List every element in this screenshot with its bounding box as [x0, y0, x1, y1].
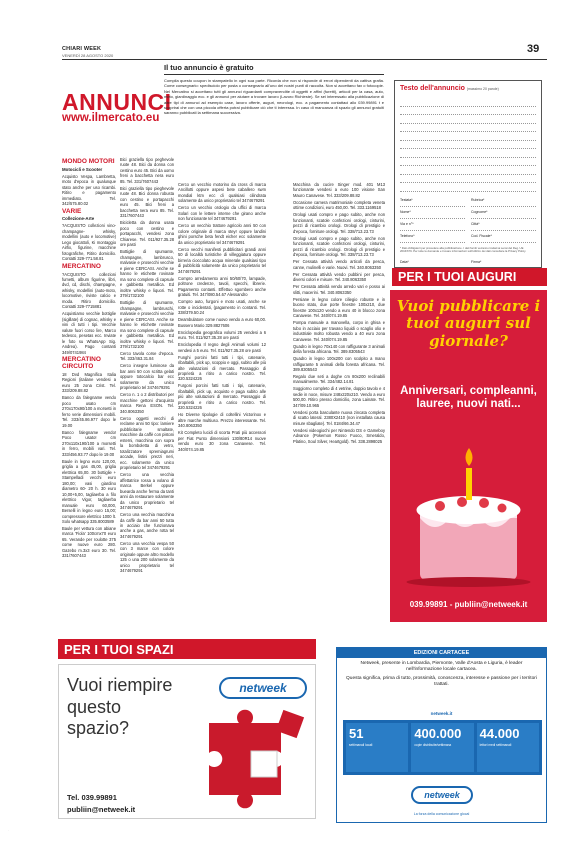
classified-ad: Cerco insegne luminose da bar anni 50 con scritta gelati oppure totocalcio bar ecc solamente da unico proprietario tel 3474679291 — [120, 363, 174, 391]
classified-ad: Cerco una vecchia vespa 50 con 3 marce con colore originale oppure altro modello 125 o una 200 solamente da unico proprietario tel 3474679291 — [120, 540, 174, 574]
section-title: ANNUNCI — [62, 89, 172, 115]
netweek-logo: netweek — [219, 677, 307, 699]
subcategory-heading: Collezione-Arte — [62, 216, 95, 222]
coupon-field[interactable]: Città* — [471, 222, 536, 231]
coupon-field[interactable]: Data* — [400, 260, 465, 269]
classified-ad: Persiane in legno colore ciliegio robuste e in buono stato, due porte finestre 100x210, due finestre 100x120 vendo a euro 40 in blocco zona Canavese. Tel. 340/074.19.85 — [293, 296, 385, 319]
edizioni-stats — [343, 720, 542, 775]
classified-ad: Ho Diverse tipologie di coltellini Victorinox e altre marche multiuso. Prezzo interessante. Tel. 340.8063350 — [178, 412, 266, 429]
spazi-phone[interactable]: Tel. 039.99891 — [67, 793, 117, 802]
classified-ad: Soggiorno completo di 4 vetrine, doppio tavolo e 4 sedie in noce, misure 248x220x210. Vendo a euro 500,00. Ritiro presso domicilio, zona Lainate. Tel. 347/09.10.965 — [293, 386, 385, 408]
stat-card: 51 settimanali locali — [346, 723, 408, 772]
classified-ad: Cerco oggetti vecchi di reclame anni 50 tipo: lamiere pubblicitarie smaltate, macchine da caffè con pistoni esterni, macchina con sopra la bomboletta di vetro, totalizzatore spremiagrumi accade, listini prezzi neri, ecc. solamente da unico proprietario tel 3474679291 — [120, 415, 174, 471]
classified-ad: Deambulatore come nuovo vendo a euro 60,00. Bussero Mario 329.8827606 — [178, 317, 266, 328]
category-heading: MERCATINO — [62, 262, 101, 270]
auguri-banner: PER I TUOI AUGURI — [392, 268, 547, 286]
classified-ad: Acquistiamo vecchie bottiglie (sigillate) di cognac, whisky e vini di tutti i tipi. Vecchie valute fuori corso lire, Marco tedesco, pesetas ecc. Inviate le foto su WhatsApp Sig. Andrea). Pago contanti 349/0741984 — [62, 311, 116, 355]
classifieds-column-1 — [62, 157, 116, 560]
edizioni-line: Questa significa, prima di tutto, prossimità, conoscenza, interesse e passione per i territori trattati. — [346, 675, 537, 688]
coupon-field[interactable]: Rubrica* — [471, 198, 536, 207]
coupon-field[interactable]: Nome* — [400, 210, 465, 219]
classified-ad: Compro auto, furgoni e moto usati, anche se rotte o incidentati, (pagamento in contanti. Tel. 338/379.50.24 — [178, 299, 266, 316]
category-heading: MONDO MOTORI — [62, 158, 115, 165]
coupon-fine-print: * Dati obbligatori per procedere alla pubblicazione. I dati forniti verranno trattati ai sensi del Reg. UE 2016/679. Per tutte le domande e trovare informazioni sull'utilizzo dei dati consultare la Privacy Policy. — [400, 245, 527, 254]
netweek-logo: netweek — [411, 786, 473, 804]
classified-ad: Regalo due seti a doghe cm 80x200 reclinabili manualmente. Tel. 334/482.14.81 — [293, 374, 385, 385]
classified-ad: Pompa manuale a manovella, corpo in ghisa e tubo in acciaio per travaso liquidi o scaglio olio e industriale molto robusta vendo a 40 euro zona Canavese. Tel. 340/074.19.85 — [293, 320, 385, 342]
classified-ad: Bottiglie di spumante, champagne, lambruschi, malvasie e prosecchi vecchie e piene CERCASI. Anche se hanno le etichette rovinate ma sono complete di capsule e gabbietta metallica. Ed inoltre whisky e liquori. Tel. 379/1732100 — [120, 300, 174, 349]
classified-ad: Per Cessata attività vendo pubbini per pesca, diversi colori e misure. Tel. 340.8063350 — [293, 271, 385, 283]
classified-ad: Per Cessata attività vendo arredo vari e posso ai slitti, macerini. Tel. 340.8063350 — [293, 284, 385, 295]
classified-ad: Furgoni porcini fatti tutti i tipi, catenarie, ribaltabili, pick up, acquisto e paga subito alle più alte valutazioni di mercato. Passaggio di proprietà e ritiro a carico nostro. Tel. 320.5324226 — [178, 383, 266, 411]
classified-ad: Kit Completo lucidi di scorta Prati più accessori per Fiat Punto dimensioni 130/80R14 nuove vendo euro 30 zona Canavese. Tel. 340/074.19.85 — [178, 430, 266, 452]
classified-ad: Cerco un vecchio trattore agricolo anni 50 con colore originale di marca steyr oppure landini ghini porsche beta fendt eicher ecc solamente da unico proprietario tel 3474679291 — [178, 223, 266, 245]
edizioni-title: EDIZIONI CARTACEE — [337, 648, 546, 658]
classified-ad: Acquisto Vespa, Lambretta, moto d'epoca in qualunque stato anche per uso ricambi. Ritiro e pagamento immediato. Tel. 342/575.80.02 — [62, 173, 116, 207]
classified-ad: Cerco una vecchia macchina da caffè da bar anni 50 tutta in acciaio che funzionava anche a gas, anche rotta tel 3474679291 — [120, 512, 174, 539]
classified-ad: Vendesi porta basculante nuova zincata completa di scatto lateral. 2380X2410 (non installata causa misure sbagliate). Tel. 0184/66.34.47 — [293, 409, 385, 426]
puzzle-icon — [189, 703, 309, 813]
coupon-field[interactable]: Cognome* — [471, 210, 536, 219]
section-url[interactable]: www.ilmercato.eu — [62, 112, 160, 124]
classified-ad: Funghi porcini fatti tutti i tipi, catenarie, ribaltabili, pick up, scoppio e oggi, subito alle più alte valutazioni di mercato. Passaggio di proprietà a ritiro a carico nostro. Tel. 320.5324226 — [178, 354, 266, 382]
classified-ad: Bicicletta da donna usata poco con cestino e portapacchi, vendesi zona Chiarese. Tel. 011/927.35.28 ore pasti — [120, 220, 174, 248]
classified-ad: Cerco n. 1 o 2 distributori per macchine gettoni d'acquisto marca Rena ESON. Tel. 340.8063350 — [120, 392, 174, 414]
classified-ad: Banco falegname vendo! Poco usato! cm 270x110x190/100 a morsetti in ferro, mobili vari. Tel. 333/456.93.77 dopo le 19.00 — [62, 429, 116, 457]
classified-ad: Baule per vettura con abiane marca 'Fiola' 100cmx70 euro 65. Verande per roulotte 375 come nuove euro 280. Gazebo m.3x3 euro 30. Tel. 331/7607443 — [62, 525, 116, 559]
header-divider — [62, 59, 547, 60]
classified-ad: Bici graziella tipo peghevole ruote 48. Bici da donna con cestino euro 45. Bici da uomo freni a bacchetta nera euro 85. Tel. 331/7607443 — [120, 157, 174, 184]
classified-ad: ?ACQUISTO collezioni vino-champagne- whisky, modellini (auto e locomotive) Lego giocattoli, Ki montaggio Airfix, figurine, macchine fotografiche, Ritiro domicilio. Contatti 329-771.58.81 — [62, 223, 116, 262]
classified-ad: ?ACQUISTO collezioni fumetti, album figurine, libri, dvd, cd, dischi, champagne, whisky, modellini (auto-moto, locomotive, riviste calcio e moda. Ritiro domicilio. Contatti 329-7715881 — [62, 271, 116, 310]
stat-card: 44.000 lettori medi settimanali — [477, 723, 539, 772]
classified-ad: Compro arredamento anni 50/60/70, lampade, poltrone credenze, tavoli, specchi, librerie. Pagamento contanti. Effettuo sgombero anche gratuiti. Tel. 347/080.54.67 Alessandro — [178, 275, 266, 298]
classified-ad: Vendesi videogiochi per Nintendo DS e Gameboy Advance (Pokemon Rosso Fuoco, Smeraldo, Platino, Soul Silver, Heartgold). Tel. 338.2898025 — [293, 427, 385, 444]
coupon-field[interactable]: Testata* — [400, 198, 465, 207]
classified-ad: Enciclopedia Il regno degli Animali volumi 12 vendesi a 5 euro. Tel. 011/927.35.28 ore pasti — [178, 342, 266, 353]
coupon-fields[interactable] — [400, 198, 536, 243]
stat-card: 400.000 copie distribuite/settimana — [411, 723, 473, 772]
classifieds-column-4 — [293, 182, 385, 446]
free-ad-body: Compila questo coupon in stampatello in ogni sua parte. Ricorda che non si risponde di errori dipendenti da cattiva grafia. Come consegnarlo: spedisciolo per posta o consegnarlo all'uno dei nostri punti di raccolta. Non si accettano fax o fotocopie. Nel Mercatino si accettano tutti gli annunci riguardanti compravendite di oggetti e affini (furetti), articoli per la casa, auto, moto, giardinaggio ecc. e gli annunci per aiutare a trovare lavoro (Lavoro Richieste). Se sei interessato alla pubblicazione di altre tipi di annunci ad esempio case, lavoro offerte, auguri, necrologi, ecc. a pagamento contattaci allo 039.99891 t e scoprirai che con una piccola offerta potrai pubblicare ciò che ti interessa. In caso di mancanza di spazio gli annunci gratuiti saranno pubblicati la settimana successiva. — [164, 78, 384, 116]
classified-ad: Cerco vecchi manifesti pubblicitari grandi anni 50 di località turistiche di villeggiatura oppure birreria cioccolato acqua minerale qualsiasi tipo di pubblicità solamente da unico proprietario tel 3474679291 — [178, 246, 266, 274]
edizioni-line: Netweek, presente in Lombardia, Piemonte, Valle d'Aosta e Liguria, è leader nell'informazione locale cartacea. — [360, 661, 523, 673]
classified-ad: Macchina da cucire Singer mod. 401 M13 funzionante vendesi a euro 100 visione San Mauro Canavese. Tel. 333/209.88.82 — [293, 182, 385, 198]
classified-ad: Orologi usati compro e pago subito, anche non funzionanti, scatole confezioni orologi, cinturini, pezzi di ricambio orologi. Orologi di prestigio e d'epoca, forniture orologi. Tel. 338/713.23.73 — [293, 235, 385, 258]
auguri-contact[interactable]: 039.99891 - publiin@netweek.it — [409, 600, 528, 609]
classified-ad: Enciclopedia geografica volumi 25 vendesi a 6 euro. Tel. 011/927.35.28 ore pasti — [178, 329, 266, 341]
subcategory-heading: Motocicli e Scooter — [62, 166, 103, 172]
auguri-headline: Vuoi pubblicare i tuoi auguri sul giornale? — [396, 297, 541, 350]
classifieds-column-3 — [178, 182, 266, 454]
edizioni-site[interactable]: netweek.it — [430, 711, 453, 716]
category-heading: MERCATINO CIRCUITO — [62, 356, 101, 371]
classified-ad: Quadro in legno 70x140 con raffigurante 3 animali della foresta africana. Tel. 389.8305543 — [293, 343, 385, 355]
edizioni-cartacee-box — [336, 647, 547, 823]
coupon-field[interactable]: Cod. Fiscale* — [471, 234, 536, 243]
classified-ad: Cerco un vecchio orologio da uffici di marca Solari con le lettere interne che girano anche non funzionante tel 3474679291 — [178, 205, 266, 222]
publication-name: CHIARI WEEK — [62, 46, 102, 52]
classified-ad: Cerco una vecchia affettatrice rossa a volano di marca Berkel oppure buearda anche ferma da tanti anni da restaurare solamente da unico proprietario tel 3474679291 — [120, 472, 174, 511]
page-mark: · — [8, 828, 9, 832]
classified-ad: Bici graziella tipo pieghevole ruote 48. Bici donna robusta con cestino e portapacchi euro 45. Bici freni a bacchetta nera euro 85. Tel. 331/7607443 — [120, 185, 174, 219]
birthday-cake-icon — [400, 440, 537, 590]
classified-ad: Bottiglie di spumante, champagne, lambrusco, malvasie e prosecchi vecchie e piene CERCASI. Anche se hanno le etichette rovinate ma sono complete di capsule e gabbietta metallica. Ed inoltre whisky e liquori. Tel. 379/1732100 — [120, 249, 174, 299]
auguri-subtitle: Anniversari, compleanni, lauree, nuovi nati... — [400, 385, 537, 411]
classified-ad: Occasione camera matrimoniale completa veneta ottime condizioni, euro 450,00. Tel. 333.1169518 — [293, 199, 385, 211]
spazi-email[interactable]: publiin@netweek.it — [67, 805, 136, 814]
free-ad-title: Il tuo annuncio è gratuito — [164, 63, 384, 75]
coupon-text-lines[interactable] — [400, 98, 536, 192]
spazi-banner: PER I TUOI SPAZI — [58, 639, 316, 659]
edizioni-text — [337, 658, 546, 692]
coupon-title: Testo dell'annuncio (massimo 20 parole) — [400, 85, 499, 92]
classified-ad: Baule in legno euro 120,00, griglia a gas 45,00, griglia elettrica 65,00. 30 bottiglie + Stampelladi vecchi euro 180,00; vasi giardino diametro 60- 20 h. 30 euro 10,00+5,00, tagliaerba a filo elettrico Vigor, tagliaerba manuale euro 60,000, Berselli in legno euro 15,00; compressore elettrico 1000 lt. Solo whatsapp 335.8003589 — [62, 458, 116, 524]
spazi-question: Vuoi riempire questo spazio? — [67, 675, 173, 739]
classified-ad: Cerco tavola corse d'epoca. Tel. 333/463.31.84 — [120, 350, 174, 362]
ad-coupon[interactable] — [394, 80, 542, 268]
classified-ad: Per Cessata attività vendo articoli da pesca, canne, mulinelli e varie. Nuovi. Tel. 340.8063350 — [293, 259, 385, 270]
classified-ad: 18 Dvd Magnifica Italia Regioni (italiane vendesi a euro 25 zona Crist. Tel. 333/209.88.82 — [62, 371, 116, 394]
spazi-ad[interactable] — [58, 664, 316, 819]
classified-ad: Banco da falegname vendo poco usato cm 270x170x90/100 a morsetti in ferro verie dimensioni mobili. Tel. 333/45.86.977 dopo le 19.00 — [62, 395, 116, 428]
edizioni-tagline: La forza della comunicazione glocal — [413, 812, 470, 816]
page-number: 39 — [527, 43, 540, 55]
classified-ad: Orologi usati compro e pago subito, anche non funzionanti, scatole confezioni orologi, cinturini, pezzi di ricambio orologi. Orologi di prestigio e d'epoca, forniture orologi. Tel. 338/713.23.73 — [293, 212, 385, 234]
coupon-field[interactable]: Firma* — [471, 260, 536, 269]
classified-ad: Quadro in legno 100x200 con scolpito a mano raffigurante 5 animali della foresta africana. Tel. 389.8305543 — [293, 356, 385, 373]
issue-date: VENERDÌ 28 AGOSTO 2020 — [62, 53, 114, 58]
coupon-field[interactable]: Telefono* — [400, 234, 465, 243]
auguri-ad[interactable] — [390, 290, 547, 622]
classifieds-column-2 — [120, 157, 174, 575]
classified-ad: Cerco un vecchio motorino da cross di marca Ancillotti oppure aspesi bete caballero swm mondial ktm ecc di qualsiasi cilindrata solamente da unico proprietario tel 3474679291 — [178, 182, 266, 204]
category-heading: VARIE — [62, 207, 82, 215]
coupon-field[interactable]: Via e n°* — [400, 222, 465, 231]
